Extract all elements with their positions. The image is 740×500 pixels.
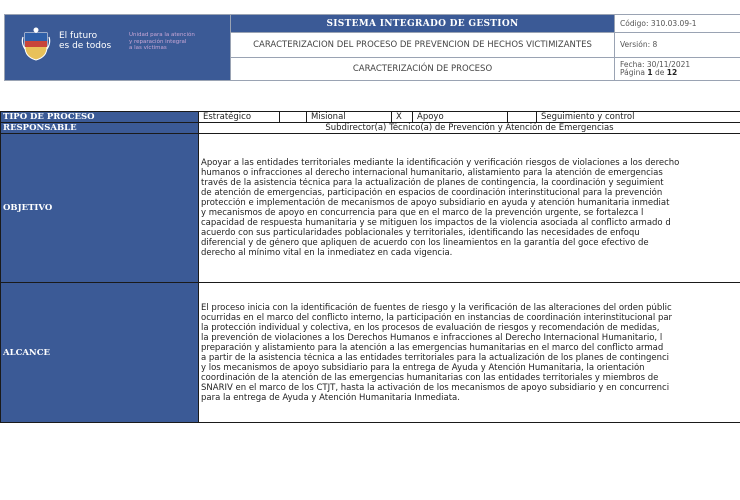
scope-line: preparación y alistamiento para la atención a las emergencias humanitarias en el marco del conflicto armad <box>201 342 664 353</box>
objective-line: y mecanismos de apoyo en concurrencia para que en el marco de la prevención urgente, se fortalezca l <box>201 208 644 218</box>
mark-support <box>508 112 537 122</box>
objective-line: derecho al mínimo vital en la inmediatez en cada vigencia. <box>201 248 453 258</box>
mark-missional: X <box>392 112 413 122</box>
doc-date: Fecha: 30/11/2021 <box>620 60 691 69</box>
unit-name <box>129 32 229 52</box>
page-total: 12 <box>666 68 678 77</box>
page-of: de <box>652 68 667 77</box>
unit-line: Unidad para la atención <box>129 32 195 38</box>
option-monitoring: Seguimiento y control <box>541 112 635 122</box>
logo-block <box>5 15 231 81</box>
scope-line: la prevención de violaciones a los Derechos Humanos e infracciones al Derecho Internacional Humanitario, l <box>201 332 663 343</box>
scope-label: ALCANCE <box>1 283 199 423</box>
page-indicator <box>620 69 740 77</box>
objective-line: protección e implementación de mecanismos de apoyo subsidiario en ayuda y atención humanitaria inmediat <box>201 198 670 208</box>
scope-line: ocurridas en el marco del conflicto interno, la participación en instancias de coordinación interinstitucional par <box>201 312 673 323</box>
objective-line: través de la asistencia técnica para la actualización de planes de contingencia, la coordinación y seguimient <box>201 178 664 188</box>
doc-title: CARACTERIZACION DEL PROCESO DE PREVENCION DE HECHOS VICTIMIZANTES <box>231 33 615 58</box>
objective-line: diferencial y de género que apliquen de acuerdo con los lineamientos en la garantía del goce efectivo de <box>201 238 649 248</box>
process-type-label: TIPO DE PROCESO <box>1 112 199 123</box>
page-prefix: Página <box>620 68 648 77</box>
unit-line: y reparación integral <box>129 38 187 45</box>
responsible-label: RESPONSABLE <box>1 123 199 134</box>
scope-line: SNARIV en el marco de los CTJT, hasta la activación de los mecanismos de apoyo subsidiario y en concurrenci <box>201 382 670 393</box>
objective-text <box>199 134 740 283</box>
page-number: 1 <box>647 68 653 77</box>
objective-line: de atención de emergencias, participación en espacios de coordinación interinstitucional para la prevención <box>201 188 663 198</box>
objective-line: acuerdo con sus particularidades poblacionales y territoriales, identificando las necesidades de enfoqu <box>201 228 640 238</box>
doc-date-page <box>615 58 740 81</box>
scope-line: a partir de la asistencia técnica a las entidades territoriales para la actualización de los planes de contingenci <box>201 352 670 363</box>
scope-line: la protección individual y colectiva, en los procesos de evaluación de riesgos y recomendación de medidas, <box>201 322 660 333</box>
objective-line: capacidad de respuesta humanitaria y se mitiguen los impactos de la violencia asociada al conflicto armado d <box>201 218 671 228</box>
scope-line: para la entrega de Ayuda y Atención Humanitaria Inmediata. <box>201 392 460 403</box>
objective-line: humanos o infracciones al derecho internacional humanitario, alistamiento para la atención de emergencias <box>201 168 663 178</box>
process-type-options <box>199 112 740 123</box>
responsible-value: Subdirector(a) Técnico(a) de Prevención y Atención de Emergencias <box>199 123 740 134</box>
doc-type: CARACTERIZACIÓN DE PROCESO <box>231 58 615 81</box>
option-strategic: Estratégico <box>199 112 280 122</box>
option-missional: Misional <box>307 112 392 122</box>
unit-line: a las víctimas <box>129 45 167 51</box>
objective-line: Apoyar a las entidades territoriales mediante la identificación y verificación riesgos de violaciones a los derecho <box>201 158 680 168</box>
option-support: Apoyo <box>413 112 508 122</box>
document-header <box>4 14 740 81</box>
scope-line: El proceso inicia con la identificación de fuentes de riesgo y la verificación de las alteraciones del orden públic <box>201 302 672 313</box>
slogan-line: es de todos <box>59 41 112 51</box>
objective-label: OBJETIVO <box>1 134 199 283</box>
scope-line: coordinación de la atención de las emergencias humanitarias con las entidades territoriales y miembros de <box>201 372 659 383</box>
system-title: SISTEMA INTEGRADO DE GESTION <box>231 15 615 33</box>
scope-text <box>199 283 740 423</box>
slogan <box>59 31 111 51</box>
mark-strategic <box>280 112 307 122</box>
slogan-line: El futuro <box>59 31 98 41</box>
doc-version: Versión: 8 <box>615 33 740 58</box>
scope-line: y los mecanismos de apoyo subsidiario para la entrega de Ayuda y Atención Humanitaria, la orientación <box>201 362 645 373</box>
process-table <box>0 111 740 423</box>
coat-of-arms-icon <box>21 27 51 61</box>
doc-code: Código: 310.03.09-1 <box>615 15 740 33</box>
